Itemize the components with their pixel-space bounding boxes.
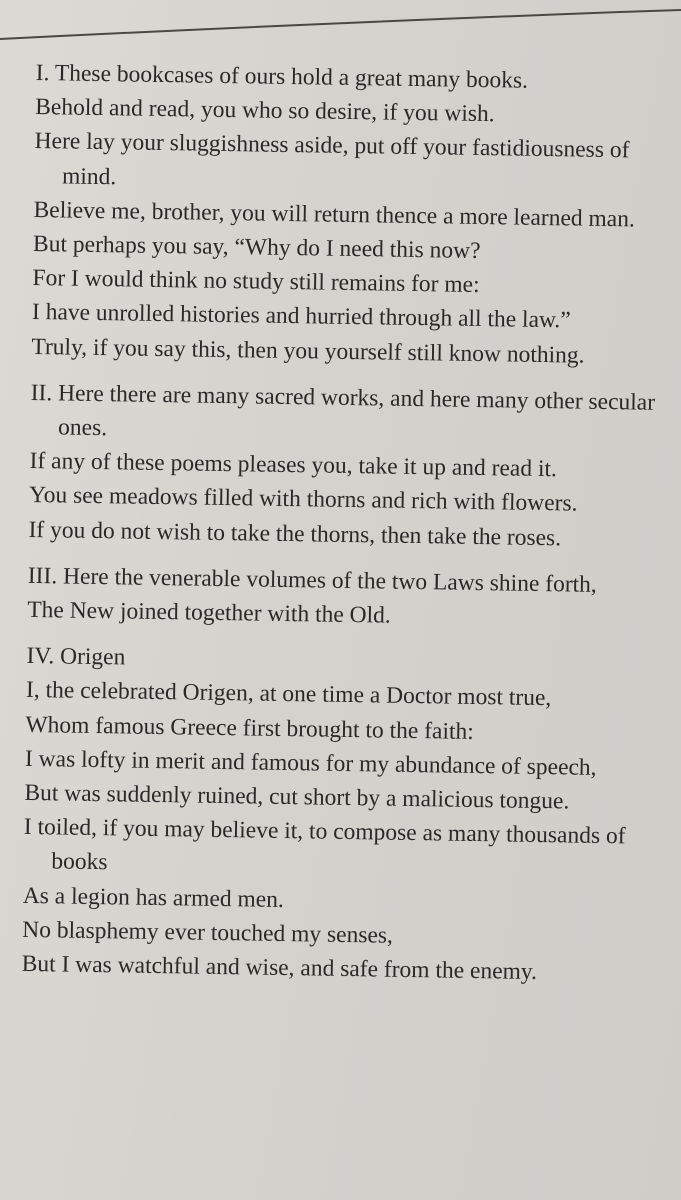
stanza-2 [28,376,661,557]
verse-line: Behold and read, you who so desire, if you wish. [34,94,495,128]
verse-line: No blasphemy ever touched my senses, [22,916,394,949]
verse-line: Here lay your sluggishness aside, put off your fastidiousness of mind. [34,128,630,190]
verse-line: If you do not wish to take the thorns, then take the roses. [28,516,562,551]
verse-line: The New joined together with the Old. [27,596,391,629]
verse-line: But I was watchful and wise, and safe from the enemy. [21,950,538,986]
verse-line: Believe me, brother, you will return thence a more learned man. [33,196,636,233]
verse-line: For I would think no study still remains for me: [32,265,480,299]
verse-line: If any of these poems pleases you, take it up and read it. [29,448,558,483]
verse-line: But perhaps you say, “Why do I need this now? [32,230,481,265]
verse-line: II. Here there are many sacred works, and here many other secular ones. [30,379,656,442]
verse-line: I, the celebrated Origen, at one time a Doctor most true, [25,677,552,712]
verse-line: As a legion has armed men. [22,882,285,913]
stanza-4 [21,639,656,991]
verse-line: I have unrolled histories and hurried through all the law.” [31,299,571,334]
verse-line: I toiled, if you may believe it, to compose as many thousands of books [23,814,626,876]
header-rule [0,0,681,40]
stanza-3 [27,559,658,637]
verse-line: I. These bookcases of ours hold a great many books. [35,59,529,94]
verse-line: III. Here the venerable volumes of the two Laws shine forth, [27,562,597,598]
stanza-1 [31,56,666,374]
verse-line: Whom famous Greece first brought to the faith: [25,711,474,745]
poem-text [21,56,666,1003]
verse-line: You see meadows filled with thorns and rich with flowers. [28,482,578,517]
verse-line: I was lofty in merit and famous for my abundance of speech, [24,745,597,781]
verse-line: But was suddenly ruined, cut short by a malicious tongue. [24,779,570,815]
section-heading: IV. Origen [26,643,126,671]
verse-line: Truly, if you say this, then you yourself still know nothing. [31,333,585,369]
